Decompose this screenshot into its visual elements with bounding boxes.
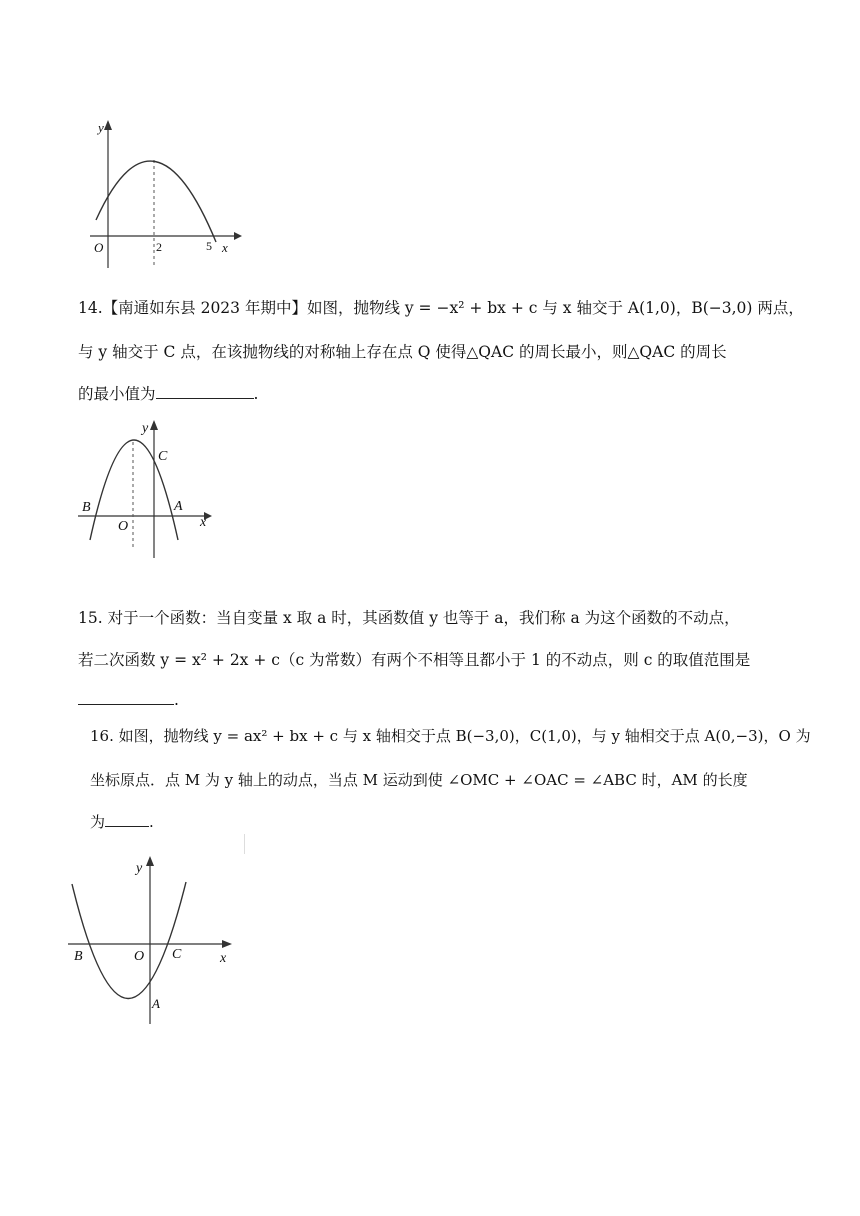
label-x: x [200,515,207,530]
q14-line-2: 与 y 轴交于 C 点，在该抛物线的对称轴上存在点 Q 使得△QAC 的周长最小，则△QAC 的周长 [78,343,727,361]
figure-q14 [76,416,226,562]
q14-line-3 [78,382,798,406]
label-x: x [220,951,227,966]
label-y: y [98,120,104,135]
tick-2: 2 [156,240,162,254]
label-o: O [94,240,104,255]
label-c: C [158,449,168,464]
x-axis-arrow [234,232,242,240]
y-axis-arrow [146,856,154,866]
label-a: A [174,499,183,514]
figure-q13 [86,118,246,270]
q16-line-3 [90,810,810,834]
q16-answer-blank [105,810,149,827]
label-c: C [172,947,182,962]
label-y: y [136,861,143,876]
q14-answer-blank [156,382,254,399]
q15-line-3 [78,688,798,712]
graph-q16 [64,852,244,1026]
q14-line-1: 14.【南通如东县 2023 年期中】如图，抛物线 y = −x² + bx + c 与 x 轴交于 A(1,0)，B(−3,0) 两点， [78,299,804,317]
label-a: A [152,996,160,1011]
q14-line-3-text: 的最小值为 [78,385,156,403]
label-o: O [134,949,145,964]
q16-line-3-end: . [149,813,154,831]
graph-q13 [86,118,246,270]
parabola-curve [96,161,216,242]
figure-q16 [64,852,244,1026]
q16-line-1: 16. 如图，抛物线 y = ax² + bx + c 与 x 轴相交于点 B(−3,0)，C(1,0)，与 y 轴相交于点 A(0,−3)，O 为 [90,727,811,745]
graph-q14 [76,416,226,562]
y-axis-arrow [150,420,158,430]
label-x: x [222,240,228,255]
label-b: B [74,949,83,964]
q14-line-3-end: . [253,385,259,403]
q16-line-2: 坐标原点．点 M 为 y 轴上的动点，当点 M 运动到使 ∠OMC + ∠OAC = ∠ABC 时，AM 的长度 [90,771,748,789]
label-b: B [82,500,91,515]
parabola-curve [72,882,186,999]
tick-5: 5 [206,239,212,253]
x-axis-arrow [222,940,232,948]
y-axis-arrow [104,120,112,130]
q15-answer-blank [78,688,174,705]
q15-line-2: 若二次函数 y = x² + 2x + c（c 为常数）有两个不相等且都小于 1 的不动点，则 c 的取值范围是 [78,651,751,669]
label-y: y [142,421,149,436]
q15-line-3-end: . [174,691,179,709]
q15-line-1: 15. 对于一个函数：当自变量 x 取 a 时，其函数值 y 也等于 a，我们称 a 为这个函数的不动点， [78,609,740,627]
label-o: O [118,519,129,534]
q16-line-3-text: 为 [90,813,106,831]
divider-mark [244,834,245,854]
